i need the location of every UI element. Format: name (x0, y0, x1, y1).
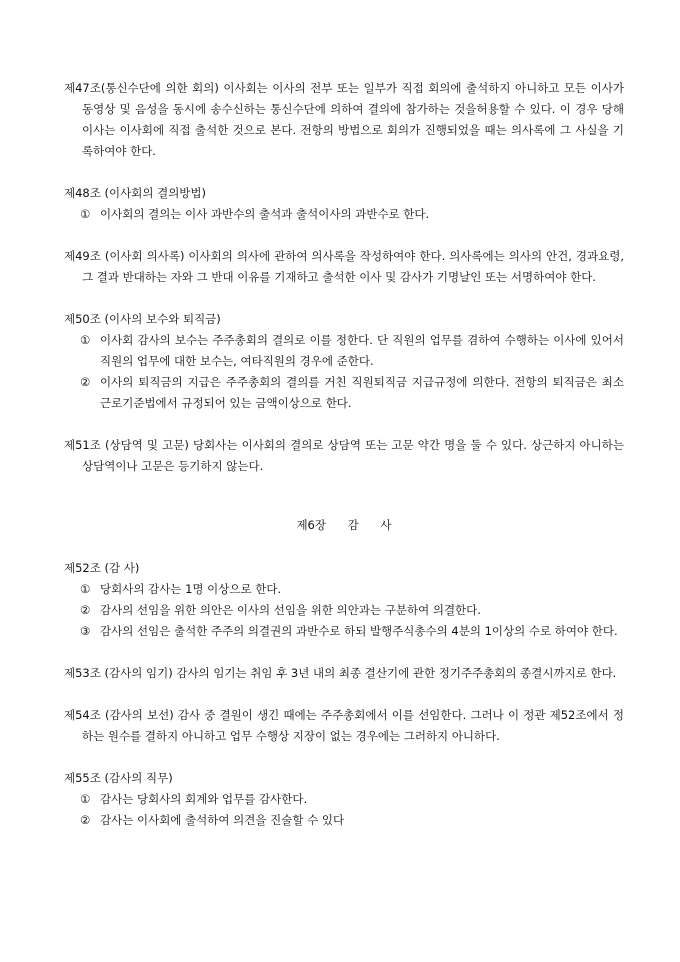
item-text: 감사의 선임은 출석한 주주의 의결권의 과반수로 하되 발행주식총수의 4분의 1이상의 수로 하여야 한다. (100, 624, 618, 638)
article-item (80, 600, 624, 621)
article-item (80, 579, 624, 600)
article-body: 제49조 (이사회 의사록) 이사회의 의사에 관하여 의사록을 작성하여야 한다. 의사록에는 의사의 안건, 경과요령, 그 결과 반대하는 자와 그 반대 이유를 기재하고 출석한 이사 및 감사가 기명날인 또는 서명하여야 한다. (64, 249, 624, 284)
article-item (80, 789, 624, 810)
item-number: ① (80, 333, 91, 347)
article-item (80, 621, 624, 642)
article-55 (64, 768, 624, 831)
article-52 (64, 558, 624, 642)
article-body: 제54조 (감사의 보선) 감사 중 결원이 생긴 때에는 주주총회에서 이를 선임한다. 그러나 이 정관 제52조에서 정하는 원수를 결하지 아니하고 업무 수행상 지장이 없는 경우에는 그러하지 아니하다. (64, 708, 624, 743)
item-number: ① (80, 207, 91, 221)
article-51 (64, 435, 624, 477)
article-50 (64, 309, 624, 414)
article-heading: 제50조 (이사의 보수와 퇴직금) (64, 312, 221, 326)
item-number: ① (80, 792, 91, 806)
item-text: 감사는 당회사의 회계와 업무를 감사한다. (100, 792, 308, 806)
article-heading: 제55조 (감사의 직무) (64, 771, 173, 785)
item-number: ② (80, 603, 91, 617)
article-heading: 제48조 (이사회의 결의방법) (64, 186, 207, 200)
item-text: 이사회 감사의 보수는 주주총회의 결의로 이를 정한다. 단 직원의 업무를 겸하여 수행하는 이사에 있어서 직원의 업무에 대한 보수는, 여타직원의 경우에 준한다. (100, 333, 624, 368)
chapter-title: 제6장 감 사 (296, 518, 392, 532)
article-54 (64, 705, 624, 747)
article-47 (64, 78, 624, 162)
article-item (80, 330, 624, 372)
article-item (80, 204, 624, 225)
article-53 (64, 663, 624, 684)
article-heading: 제52조 (감 사) (64, 561, 140, 575)
item-number: ① (80, 582, 91, 596)
article-body: 제47조(통신수단에 의한 회의) 이사회는 이사의 전부 또는 일부가 직접 회의에 출석하지 아니하고 모든 이사가 동영상 및 음성을 동시에 송수신하는 통신수단에 의하여 결의에 참가하는 것을허용할 수 있다. 이 경우 당해 이사는 이사회에 직접 출석한 것으로 본다. 전항의 방법으로 회의가 진행되었을 때는 의사록에 그 사실을 기록하여야 한다. (64, 81, 624, 158)
document-page (64, 78, 624, 831)
item-text: 감사는 이사회에 출석하여 의견을 진술할 수 있다 (100, 813, 345, 827)
item-text: 이사회의 결의는 이사 과반수의 출석과 출석이사의 과반수로 한다. (100, 207, 430, 221)
article-item (80, 372, 624, 414)
item-text: 당회사의 감사는 1명 이상으로 한다. (100, 582, 282, 596)
item-number: ③ (80, 624, 91, 638)
item-number: ② (80, 375, 91, 389)
article-body: 제51조 (상담역 및 고문) 당회사는 이사회의 결의로 상담역 또는 고문 약간 명을 둘 수 있다. 상근하지 아니하는 상담역이나 고문은 등기하지 않는다. (64, 438, 624, 473)
article-49 (64, 246, 624, 288)
item-text: 이사의 퇴직금의 지급은 주주총회의 결의를 거친 직원퇴직금 지급규정에 의한다. 전항의 퇴직금은 최소 근로기준법에서 규정되어 있는 금액이상으로 한다. (100, 375, 624, 410)
article-item (80, 810, 624, 831)
article-48 (64, 183, 624, 225)
item-text: 감사의 선임을 위한 의안은 이사의 선임을 위한 의안과는 구분하여 의결한다. (100, 603, 481, 617)
article-body: 제53조 (감사의 임기) 감사의 임기는 취임 후 3년 내의 최종 결산기에 관한 정기주주총회의 종결시까지로 한다. (64, 666, 617, 680)
item-number: ② (80, 813, 91, 827)
